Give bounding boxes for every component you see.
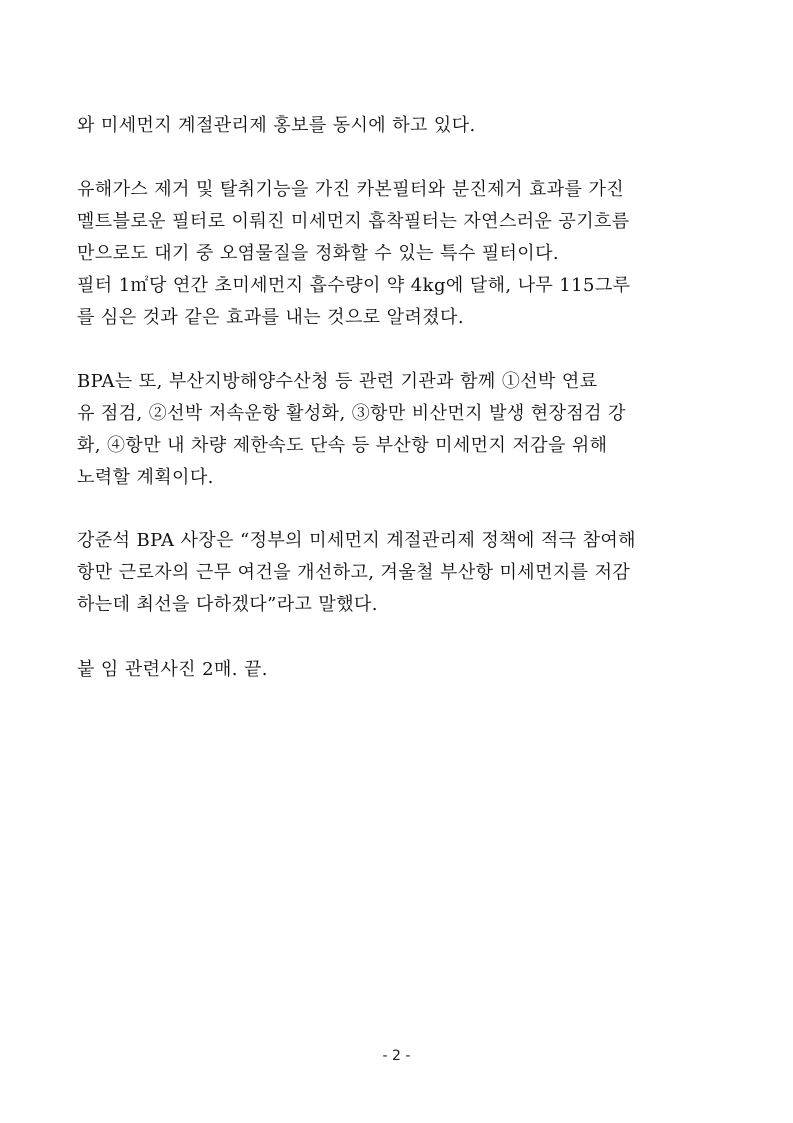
paragraph-line: BPA는 또, 부산지방해양수산청 등 관련 기관과 함께 ①선박 연료: [77, 371, 598, 392]
paragraph-line: 만으로도 대기 중 오염물질을 정화할 수 있는 특수 필터이다.: [77, 243, 560, 264]
paragraph-line: 강준석 BPA 사장은 “정부의 미세먼지 계절관리제 정책에 적극 참여해: [77, 530, 636, 551]
paragraph-line: 하는데 최선을 다하겠다”라고 말했다.: [77, 594, 378, 615]
page-number: - 2 -: [382, 1048, 411, 1064]
paragraph-line: 와 미세먼지 계절관리제 홍보를 동시에 하고 있다.: [77, 115, 476, 136]
paragraph-line: 유해가스 제거 및 탈취기능을 가진 카본필터와 분진제거 효과를 가진: [77, 179, 625, 200]
attachment-line: 붙 임 관련사진 2매. 끝.: [77, 659, 268, 680]
paragraph-line: 노력할 계획이다.: [77, 467, 214, 488]
paragraph-line: 화, ④항만 내 차량 제한속도 단속 등 부산항 미세먼지 저감을 위해: [77, 435, 608, 456]
paragraph-line: 를 심은 것과 같은 효과를 내는 것으로 알려졌다.: [77, 307, 464, 328]
paragraph-line: 멜트블로운 필터로 이뤄진 미세먼지 흡착필터는 자연스러운 공기흐름: [77, 211, 630, 232]
paragraph-line: 항만 근로자의 근무 여건을 개선하고, 겨울철 부산항 미세먼지를 저감: [77, 562, 631, 583]
paragraph-line: 유 점검, ②선박 저속운항 활성화, ③항만 비산먼지 발생 현장점검 강: [77, 403, 626, 424]
paragraph-line: 필터 1㎡당 연간 초미세먼지 흡수량이 약 4kg에 달해, 나무 115그루: [77, 275, 631, 296]
